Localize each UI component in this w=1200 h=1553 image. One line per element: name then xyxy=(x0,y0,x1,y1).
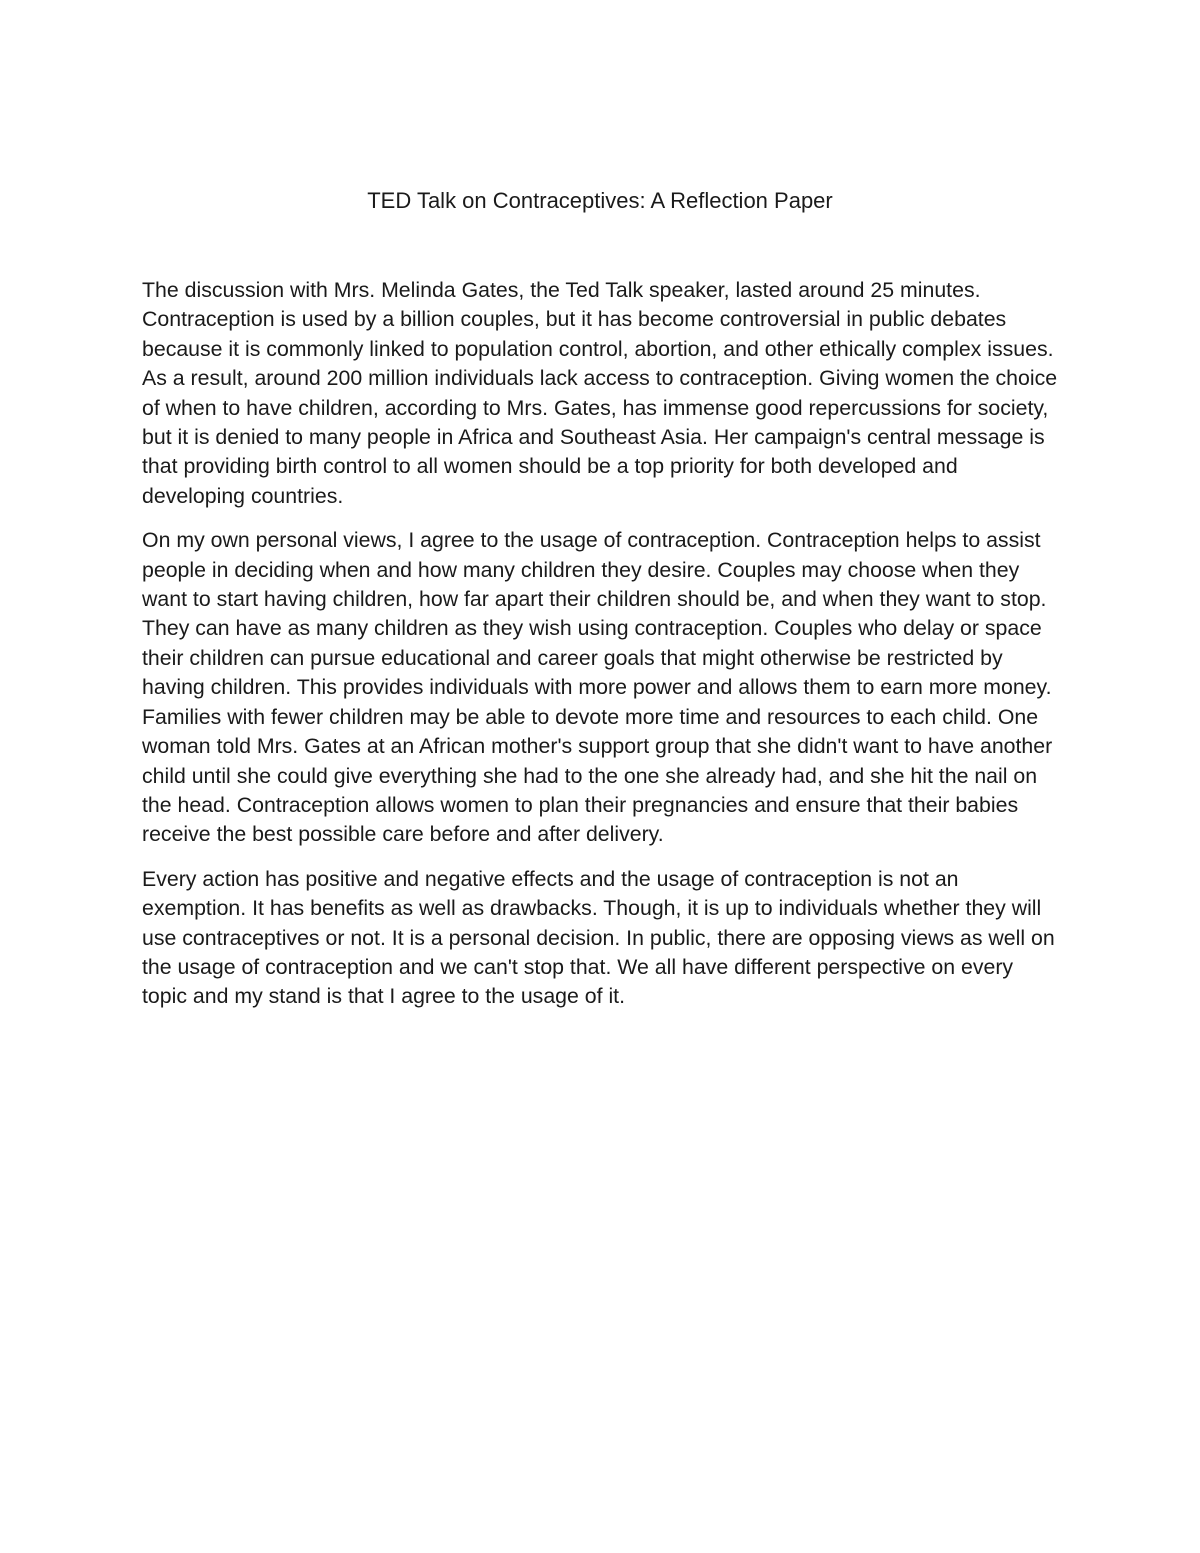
document-body xyxy=(142,276,1062,1027)
paragraph-1: The discussion with Mrs. Melinda Gates, the Ted Talk speaker, lasted around 25 minutes. Contraception is used by a billion couples, but it has become controversial in public debates because it is commonly linked to population control, abortion, and other ethically complex issues. As a result, around 200 million individuals lack access to contraception. Giving women the choice of when to have children, according to Mrs. Gates, has immense good repercussions for society, but it is denied to many people in Africa and Southeast Asia. Her campaign's central message is that providing birth control to all women should be a top priority for both developed and developing countries. xyxy=(142,278,1058,508)
paragraph-2: On my own personal views, I agree to the usage of contraception. Contraception helps to assist people in deciding when and how many children they desire. Couples may choose when they want to start having children, how far apart their children should be, and when they want to stop. They can have as many children as they wish using contraception. Couples who delay or space their children can pursue educational and career goals that might otherwise be restricted by having children. This provides individuals with more power and allows them to earn more money. Families with fewer children may be able to devote more time and resources to each child. One woman told Mrs. Gates at an African mother's support group that she didn't want to have another child until she could give everything she had to the one she already had, and she hit the nail on the head. Contraception allows women to plan their pregnancies and ensure that their babies receive the best possible care before and after delivery. xyxy=(142,528,1053,847)
paragraph-3: Every action has positive and negative effects and the usage of contraception is not an exemption. It has benefits as well as drawbacks. Though, it is up to individuals whether they will use contraceptives or not. It is a personal decision. In public, there are opposing views as well on the usage of contraception and we can't stop that. We all have different perspective on every topic and my stand is that I agree to the usage of it. xyxy=(142,866,1055,1009)
document-title: TED Talk on Contraceptives: A Reflection Paper xyxy=(367,188,833,213)
